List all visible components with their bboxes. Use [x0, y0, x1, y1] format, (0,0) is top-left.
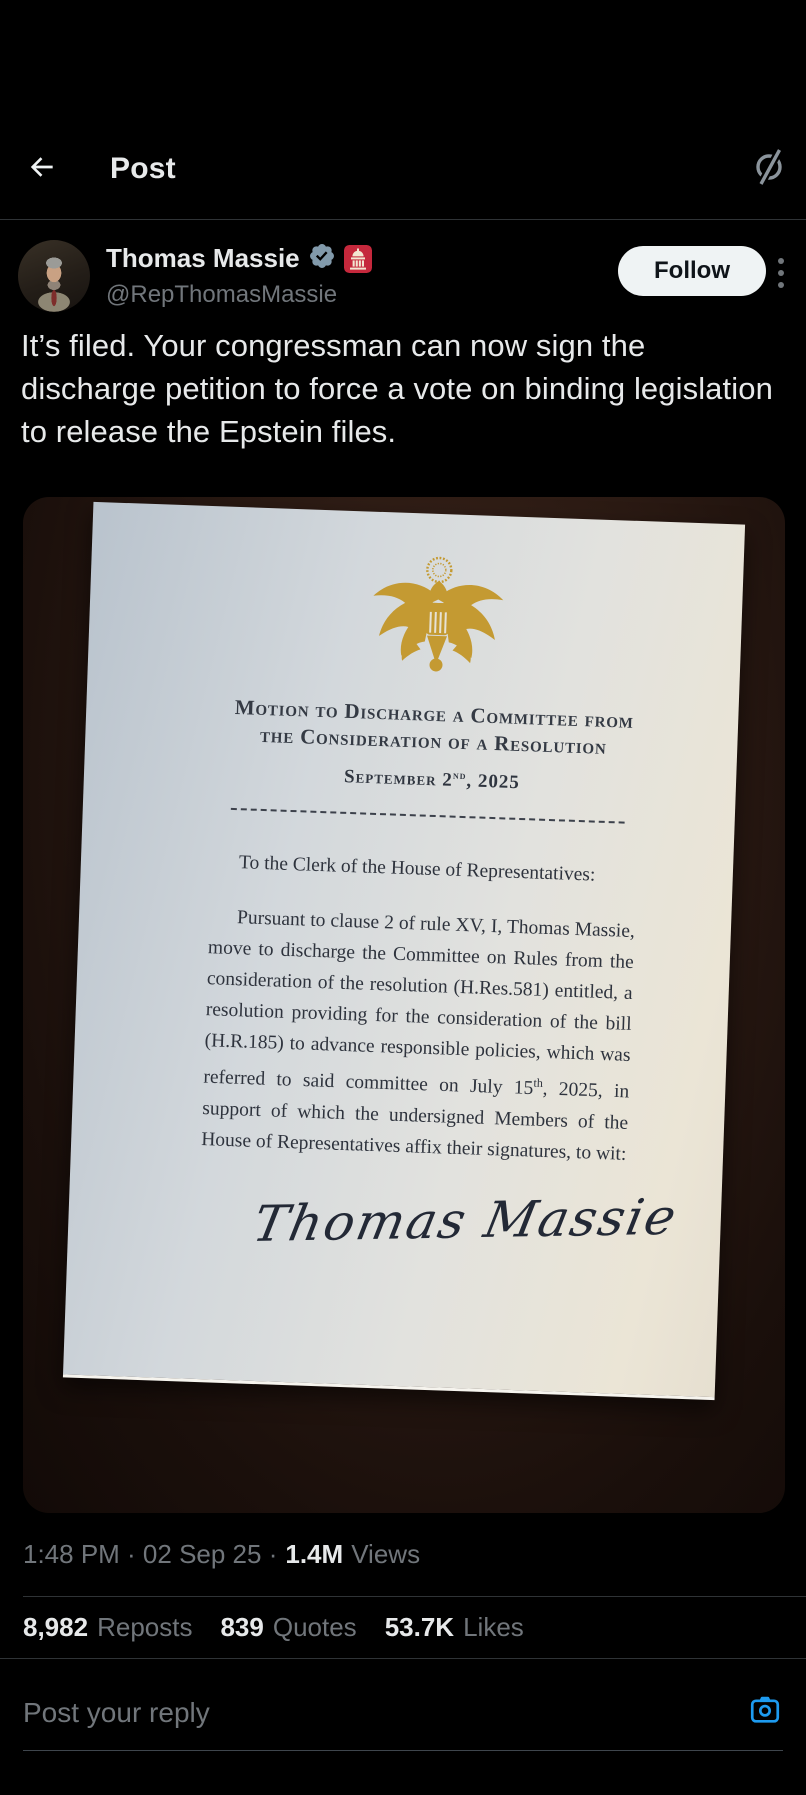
status-bar-spacer — [0, 0, 806, 118]
quotes-stat[interactable]: 839 Quotes — [220, 1612, 357, 1642]
three-dots-icon — [776, 256, 786, 293]
author-handle[interactable]: @RepThomasMassie — [106, 281, 338, 308]
post — [0, 240, 806, 1751]
author-block — [106, 240, 606, 309]
grok-icon — [752, 147, 786, 190]
arrow-left-icon — [26, 151, 58, 186]
document-title: Motion to Discharge a Committee from the Consideration of a Resolution — [234, 694, 635, 759]
page-title: Post — [110, 151, 176, 185]
grok-button[interactable] — [752, 147, 786, 190]
author-name[interactable]: Thomas Massie — [106, 243, 300, 273]
post-header — [0, 240, 806, 312]
follow-button[interactable]: Follow — [618, 246, 766, 296]
reply-bar — [0, 1693, 806, 1732]
reposts-stat[interactable]: 8,982 Reposts — [23, 1612, 193, 1642]
document-paper — [63, 502, 745, 1400]
post-datetime: 1:48 PM · 02 Sep 25 · — [23, 1539, 278, 1569]
capitol-affiliate-badge-icon — [344, 245, 372, 273]
document-rule — [231, 808, 625, 824]
views-label: Views — [351, 1539, 421, 1569]
post-meta — [23, 1539, 806, 1597]
avatar[interactable] — [18, 240, 90, 312]
document-paragraph: Pursuant to clause 2 of rule XV, I, Thomas Massie, move to discharge the Committee on Rules from the consideration of the resolution (H.Res.581) entitled, a resolution providing for the consideration of the bill (H.R.185) to advance responsible policies, which was referred to said committee on July 15th, 2025, in support of which the undersigned Members of the House of Representatives affix their signatures, to wit: — [200, 907, 636, 1165]
views-count: 1.4M — [285, 1539, 344, 1569]
document-signature: Thomas Massie — [248, 1187, 683, 1253]
top-bar — [0, 118, 806, 220]
post-media-photo[interactable] — [23, 497, 785, 1513]
eagle-seal-icon — [360, 551, 514, 683]
reply-input[interactable]: Post your reply — [23, 1696, 210, 1728]
back-button[interactable] — [26, 151, 58, 186]
reply-divider — [23, 1750, 783, 1751]
verified-badge-icon — [308, 242, 336, 275]
document-salutation: To the Clerk of the House of Representatives: — [238, 852, 596, 886]
post-stats — [0, 1597, 806, 1659]
likes-stat[interactable]: 53.7K Likes — [384, 1612, 524, 1642]
more-button[interactable] — [776, 256, 786, 293]
camera-icon[interactable] — [748, 1693, 782, 1732]
document-head — [84, 502, 745, 802]
post-text: It’s filed. Your congressman can now sign the discharge petition to force a vote on binding legislation to release the Epstein files. — [21, 328, 773, 449]
document-date: September 2nd, 2025 — [343, 766, 521, 794]
